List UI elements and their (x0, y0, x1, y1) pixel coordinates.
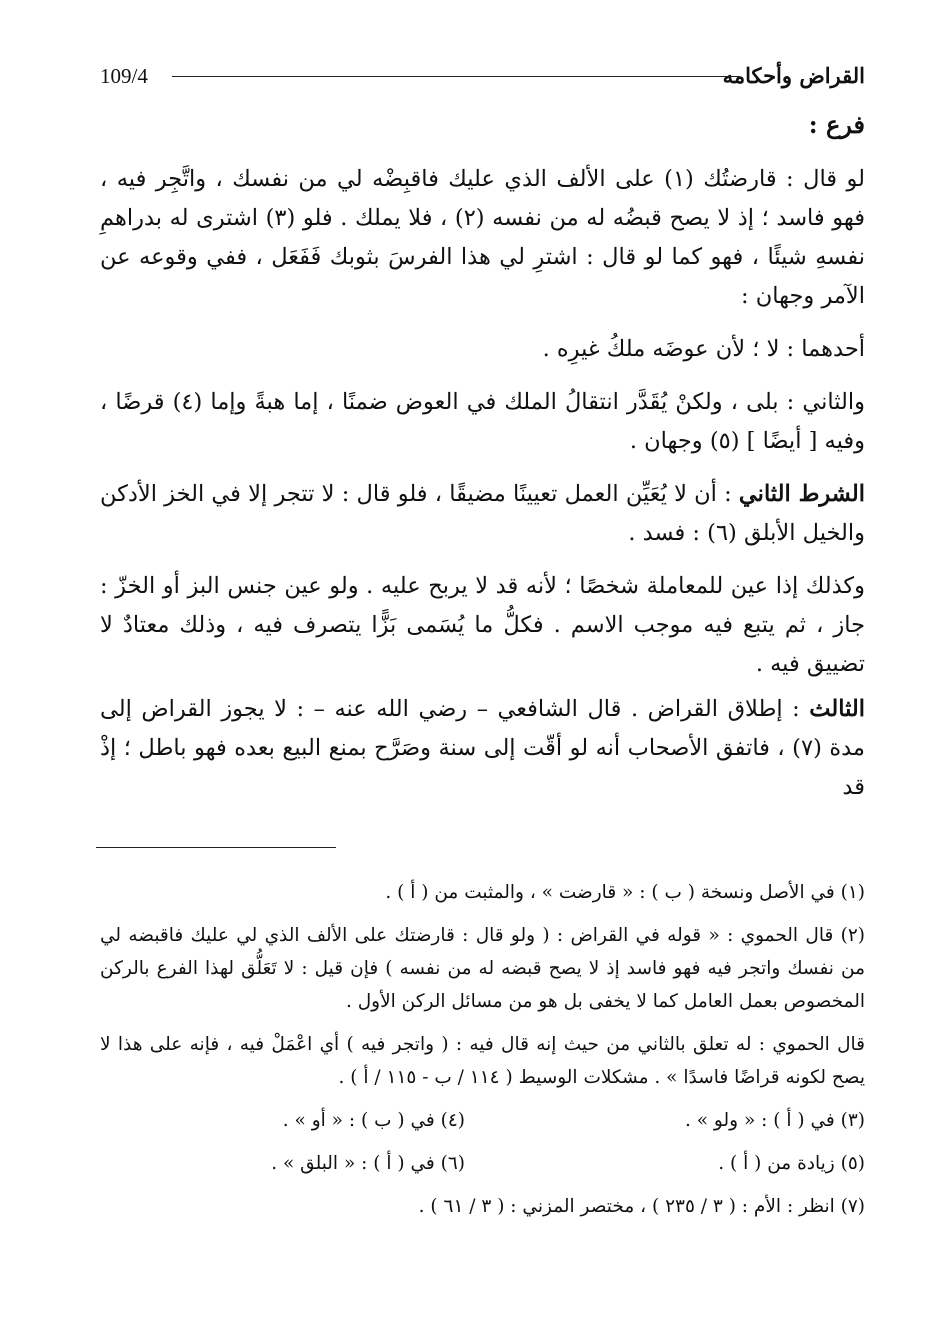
footnote-row-5-6 (100, 1147, 865, 1180)
header-rule (172, 76, 739, 77)
paragraph-4-text: : أن لا يُعَيِّن العمل تعيينًا مضيقًا ، فلو قال : لا تتجر إلا في الخز الأدكن والخيل الأبلق (٦) : فسد . (100, 481, 865, 546)
paragraph-3: والثاني : بلى ، ولكنْ يُقَدَّر انتقالُ الملك في العوض ضمنًا ، إما هبةً وإما (٤) قرضًا ، وفيه [ أيضًا ] (٥) وجهان . (100, 389, 865, 454)
condition-two-label: الشرط الثاني (738, 481, 865, 507)
footnote-2-continued: قال الحموي : له تعلق بالثاني من حيث إنه قال فيه : ( واتجر فيه ) أي اعْمَلْ فيه ، فإنه على هذا لا يصح لكونه قراضًا فاسدًا » . مشكلات الوسيط ( ١١٤ / ب - ١١٥ / أ ) . (100, 1034, 865, 1088)
footnote-6: (٦) في ( أ ) : « البلق » . (271, 1153, 465, 1174)
condition-three-label: الثالث (809, 696, 865, 722)
section-heading: فرع : (808, 110, 865, 139)
paragraph-6 (100, 690, 865, 807)
paragraph-2: أحدهما : لا ؛ لأن عوضَه ملكُ غيرِه . (542, 336, 865, 362)
paragraph-5: وكذلك إذا عين للمعاملة شخصًا ؛ لأنه قد لا يربح عليه . ولو عين جنس البز أو الخزّ : جاز ، ثم يتبع فيه موجب الاسم . فكلُّ ما يُسَمى بَزًّا يتصرف فيه ، وذلك معتادٌ لا تضييق فيه . (100, 573, 865, 677)
paragraph-6-text: : إطلاق القراض . قال الشافعي – رضي الله عنه – : لا يجوز القراض إلى مدة (٧) ، فاتفق الأصحاب أنه لو أقّت إلى سنة وصَرَّح بمنع البيع بعده فهو باطل ؛ إذْ قد (100, 696, 865, 800)
header-title: القراض وأحكامه (722, 63, 865, 88)
page-number: 109/4 (100, 64, 148, 88)
footnote-1: (١) في الأصل ونسخة ( ب ) : « قارضت » ، والمثبت من ( أ ) . (385, 882, 865, 903)
main-text (100, 108, 865, 821)
footnotes (100, 876, 865, 1233)
footnote-3: (٣) في ( أ ) : « ولو » . (684, 1110, 865, 1131)
running-header (100, 62, 865, 92)
footnote-4: (٤) في ( ب ) : « أو » . (282, 1110, 465, 1131)
footnote-row-3-4 (100, 1104, 865, 1137)
footnote-5: (٥) زيادة من ( أ ) . (718, 1153, 865, 1174)
footnote-separator (96, 847, 336, 848)
footnote-2: (٢) قال الحموي : « قوله في القراض : ( ولو قال : قارضتك على الألف الذي لي عليك فاقبضه لي من نفسك واتجر فيه فهو فاسد إذ لا يصح قبضه له من نفسه ) فإن قيل : لا تَعَلُّق لهذا الفرع بالركن المخصوص بعمل العامل كما لا يخفى بل هو من مسائل الركن الأول . (100, 925, 865, 1012)
paragraph-1: لو قال : قارضتُك (١) على الألف الذي عليك فاقبِضْه لي من نفسك ، واتَّجِر فيه ، فهو فاسد ؛ إذ لا يصح قبضُه له من نفسه (٢) ، فلا يملك . فلو (٣) اشترى له بدراهمِ نفسهِ شيئًا ، فهو كما لو قال : اشترِ لي هذا الفرسَ بثوبك فَفَعَل ، ففي وقوعه عن الآمر وجهان : (100, 166, 865, 309)
footnote-7: (٧) انظر : الأم : ( ٣ / ٢٣٥ ) ، مختصر المزني : ( ٣ / ٦١ ) . (418, 1196, 865, 1217)
paragraph-4 (100, 475, 865, 553)
